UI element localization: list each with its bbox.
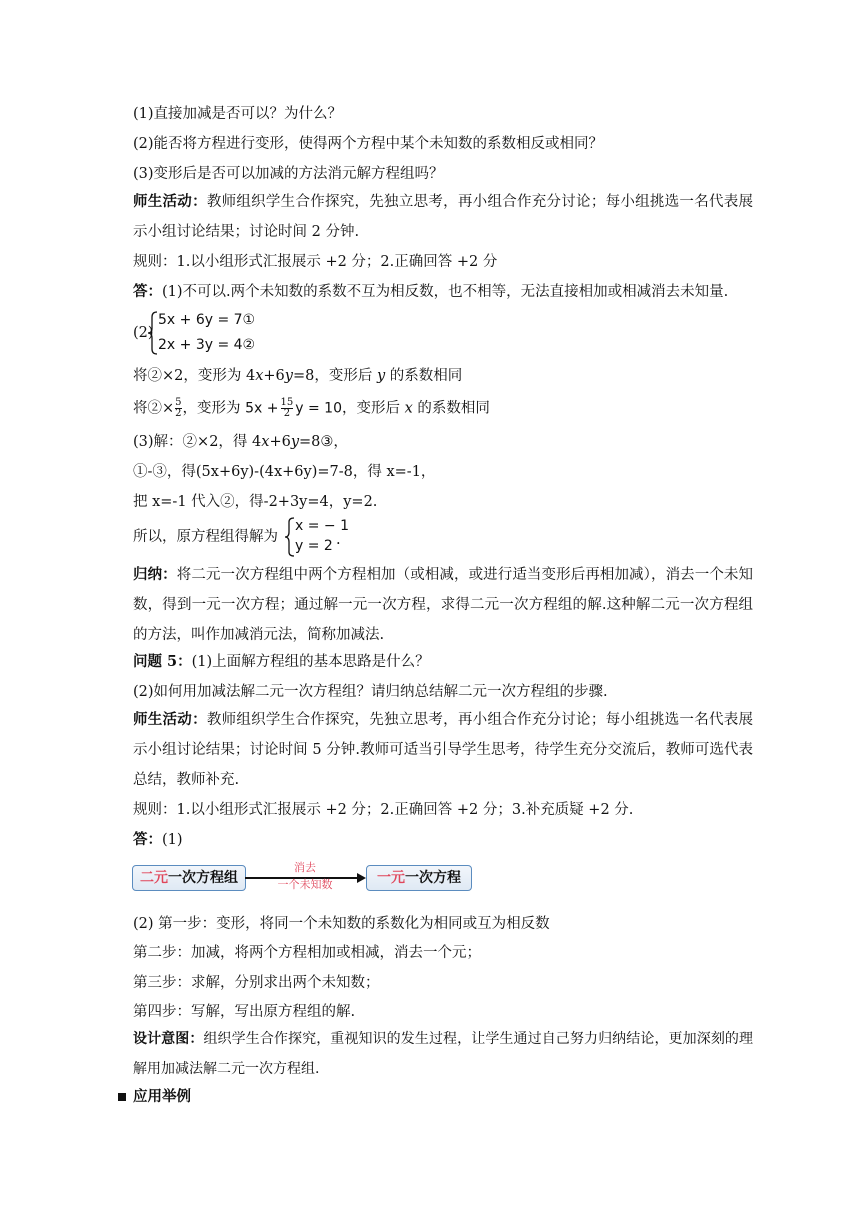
solution-1: (3)解：②×2，得 4x+6y=8③， bbox=[133, 434, 348, 450]
flow-arrow-bottom-label: 一个未知数 bbox=[277, 878, 333, 891]
answer-2 bbox=[133, 830, 183, 850]
solution-3: 把 x=-1 代入②，得-2+3y=4，y=2. bbox=[133, 494, 378, 510]
rule-1: 规则：1.以小组形式汇报展示 +2 分；2.正确回答 +2 分 bbox=[133, 254, 498, 270]
flow-box-binary-system: 二元一次方程组 bbox=[132, 865, 246, 891]
answer-label: 答： bbox=[133, 283, 162, 300]
step-a: 将②×2，变形为 4x+6y=8，变形后 y 的系数相同 bbox=[133, 368, 463, 384]
answer-2-text: (1) bbox=[162, 832, 183, 848]
section-bullet bbox=[118, 1093, 126, 1101]
solution-4: 所以，原方程组得解为 bbox=[133, 529, 278, 545]
activity-2-text: 教师组织学生合作探究，先独立思考，再小组合作充分讨论；每小组挑选一名代表展示小组讨论结果；讨论时间 5 分钟.教师可适当引导学生思考，待学生充分交流后，教师可选代表总结，教师补充. bbox=[133, 712, 753, 788]
answer-2-label: 答： bbox=[133, 831, 162, 848]
fraction-15-2: $\frac{15}{2}$ bbox=[280, 397, 294, 419]
fraction-5-2: $\frac{5}{2}$ bbox=[175, 397, 182, 419]
system-brace bbox=[148, 311, 158, 355]
step-1: (2) 第一步：变形，将同一个未知数的系数化为相同或互为相反数 bbox=[133, 916, 550, 932]
system-prefix: (2) bbox=[133, 325, 154, 341]
step-a-1: 将②×2，变形为 4 bbox=[133, 368, 256, 384]
section-heading: 应用举例 bbox=[133, 1088, 191, 1105]
step-b-4: 的系数相同 bbox=[417, 400, 490, 417]
step-a-3: =8，变形后 bbox=[292, 368, 373, 384]
question-1: (1)直接加减是否可以？为什么？ bbox=[133, 106, 343, 122]
result-x: x = − 1 bbox=[295, 518, 350, 534]
summary-label: 归纳： bbox=[133, 566, 177, 583]
summary-text: 将二元一次方程组中两个方程相加（或相减，或进行适当变形后再相加减），消去一个未知数，得到一元一次方程；通过解一元一次方程，求得二元一次方程组的解.这种解二元一次方程组的方法，叫作加减消元法，简称加减法. bbox=[133, 567, 754, 643]
step-2: 第二步：加减，将两个方程相加或相减，消去一个元； bbox=[133, 945, 481, 961]
flow-box-linear-equation: 一元一次方程 bbox=[366, 865, 472, 891]
design-text: 组织学生合作探究，重视知识的发生过程，让学生通过自己努力归纳结论，更加深刻的理解用加减法解二元一次方程组. bbox=[133, 1031, 754, 1077]
step-a-4: 的系数相同 bbox=[389, 368, 463, 384]
system-eq-2: 2x + 3y = 4② bbox=[158, 337, 256, 353]
flow-arrow-top-label: 消去 bbox=[294, 861, 316, 874]
problem-5-q1-text: (1)上面解方程组的基本思路是什么？ bbox=[191, 654, 430, 670]
problem-5-q2: (2)如何用加减法解二元一次方程组？请归纳总结解二元一次方程组的步骤. bbox=[133, 684, 608, 700]
step-3: 第三步：求解，分别求出两个未知数； bbox=[133, 975, 380, 991]
activity-2 bbox=[133, 705, 753, 795]
activity-1-text: 教师组织学生合作探究，先独立思考，再小组合作充分讨论；每小组挑选一名代表展示小组讨论结果；讨论时间 2 分钟. bbox=[133, 194, 753, 240]
step-b-eq-2: y = 10 bbox=[295, 400, 342, 417]
activity-2-label: 师生活动： bbox=[133, 711, 207, 728]
step-b-2: ，变形为 bbox=[182, 400, 241, 417]
activity-1-label: 师生活动： bbox=[133, 193, 207, 210]
design-intent bbox=[133, 1024, 753, 1084]
activity-1 bbox=[133, 187, 753, 247]
step-b-1: 将②× bbox=[133, 400, 175, 417]
step-a-2: +6 bbox=[263, 368, 285, 384]
step-4: 第四步：写解，写出原方程组的解. bbox=[133, 1004, 356, 1020]
question-3: (3)变形后是否可以加减的方法消元解方程组吗？ bbox=[133, 166, 444, 182]
answer-1-text: (1)不可以.两个未知数的系数不互为相反数，也不相等，无法直接相加或相减消去未知量. bbox=[162, 284, 729, 300]
design-label: 设计意图： bbox=[133, 1031, 204, 1047]
question-2: (2)能否将方程进行变形，使得两个方程中某个未知数的系数相反或相同？ bbox=[133, 136, 604, 152]
solution-2: ①-③，得(5x+6y)-(4x+6y)=7-8，得 x=-1， bbox=[133, 464, 436, 480]
system-eq-1: 5x + 6y = 7① bbox=[158, 312, 256, 328]
step-b-3: ，变形后 bbox=[341, 400, 400, 417]
result-brace bbox=[285, 517, 295, 557]
rule-2: 规则：1.以小组形式汇报展示 +2 分；2.正确回答 +2 分；3.补充质疑 +2 分. bbox=[133, 802, 634, 818]
summary bbox=[133, 560, 753, 650]
step-b-eq-1: 5x + bbox=[245, 400, 279, 417]
problem-5-label: 问题 5： bbox=[133, 653, 192, 670]
result-dot: . bbox=[336, 532, 341, 548]
problem-5-q1 bbox=[133, 652, 430, 672]
result-y: y = 2 bbox=[295, 538, 333, 554]
step-b: 将②× $\frac{5}{2}$ ，变形为 5x + $\frac{15}{2}$ y = 10，变形后 x 的系数相同 bbox=[133, 397, 490, 419]
answer-1 bbox=[133, 282, 728, 302]
